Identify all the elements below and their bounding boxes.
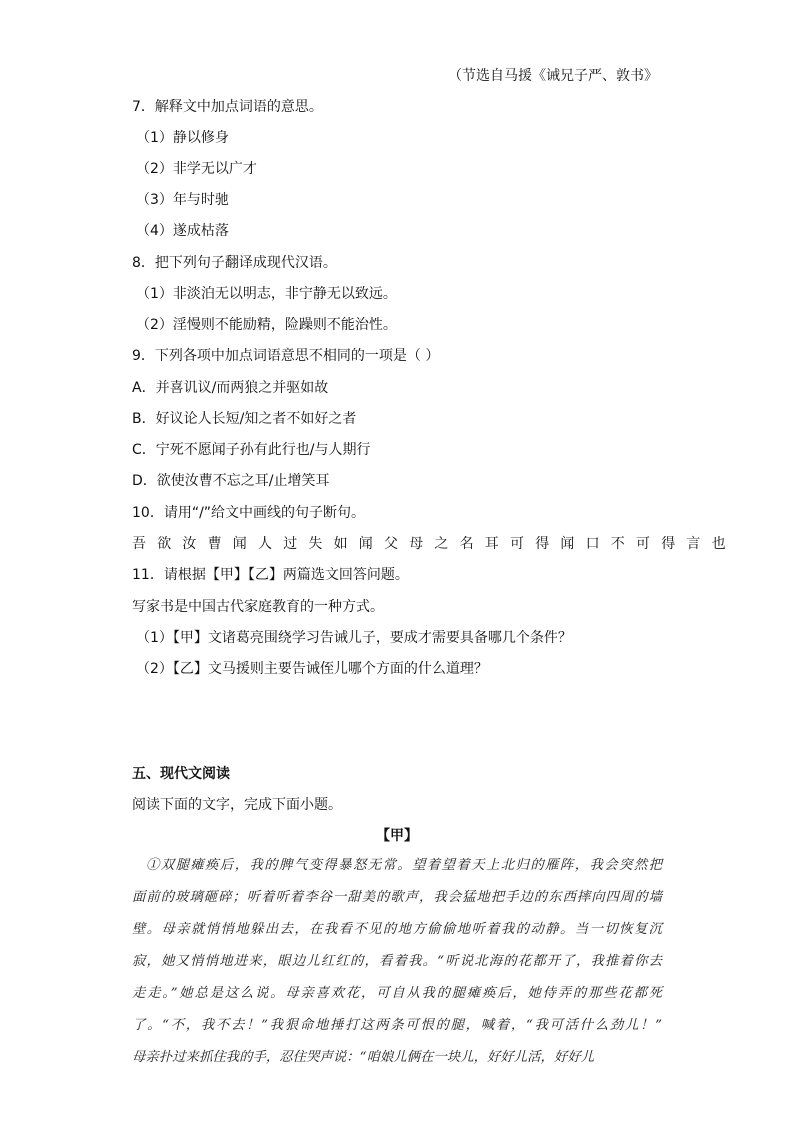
q7-item-3: （3）年与时驰 (136, 192, 229, 208)
passage-line: ①双腿瘫痪后，我的脾气变得暴怒无常。望着望着天上北归的雁阵，我会突然把 (146, 858, 662, 873)
q7-item-4: （4）遂成枯落 (136, 223, 229, 239)
q9-option-d: D．欲使汝曹不忘之耳/止增笑耳 (132, 473, 330, 489)
q9-title: 9．下列各项中加点词语意思不相同的一项是（ ） (132, 348, 440, 364)
q10-sentence: 吾欲汝曹闻人过失如闻父母之名耳可得闻口不可得言也 (132, 536, 737, 552)
q7-item-2: （2）非学无以广才 (136, 161, 257, 177)
q9-option-b: B．好议论人长短/知之者不如好之者 (132, 411, 357, 427)
q11-item-2: （2）【乙】文马援则主要告诫侄儿哪个方面的什么道理？ (136, 661, 488, 677)
passage-line: 寂，她又悄悄地进来，眼边儿红红的，看着我。“听说北海的花都开了，我推着你去 (132, 954, 662, 969)
q7-item-1: （1）静以修身 (136, 130, 229, 146)
passage-line: 壁。母亲就悄悄地躲出去，在我看不见的地方偷偷地听着我的动静。当一切恢复沉 (132, 922, 662, 937)
q7-title: 7．解释文中加点词语的意思。 (132, 99, 323, 115)
q9-option-a: A．并喜讥议/而两狼之并驱如故 (132, 380, 329, 396)
section-title: 五、现代文阅读 (132, 766, 230, 782)
q11-intro: 写家书是中国古代家庭教育的一种方式。 (132, 599, 384, 615)
passage-line: 了。“不，我不去！”我狠命地捶打这两条可恨的腿，喊着，“我可活什么劲儿！” (132, 1018, 662, 1033)
q9-option-c: C．宁死不愿闻子孙有此行也/与人期行 (132, 442, 371, 458)
passage-line: 面前的玻璃砸碎；听着听着李谷一甜美的歌声，我会猛地把手边的东西摔向四周的墙 (132, 890, 662, 905)
q8-item-1: （1）非淡泊无以明志，非宁静无以致远。 (136, 286, 397, 302)
source-citation: （节选自马援《诫兄子严、敦书》 (448, 68, 658, 84)
section-instruction: 阅读下面的文字，完成下面小题。 (132, 797, 342, 813)
q8-title: 8．把下列句子翻译成现代汉语。 (132, 255, 337, 271)
passage-label: 【甲】 (376, 828, 418, 844)
q10-title: 10．请用“/”给文中画线的句子断句。 (132, 505, 366, 521)
passage-line: 母亲扑过来抓住我的手，忍住哭声说：“咱娘儿俩在一块儿，好好儿活，好好儿 (132, 1050, 595, 1065)
passage-line: 走走。”她总是这么说。母亲喜欢花，可自从我的腿瘫痪后，她侍弄的那些花都死 (132, 986, 662, 1001)
q8-item-2: （2）淫慢则不能励精，险躁则不能治性。 (136, 317, 397, 333)
q11-item-1: （1）【甲】文诸葛亮围绕学习告诫儿子，要成才需要具备哪几个条件？ (136, 630, 572, 646)
q11-title: 11．请根据【甲】【乙】两篇选文回答问题。 (132, 567, 409, 583)
